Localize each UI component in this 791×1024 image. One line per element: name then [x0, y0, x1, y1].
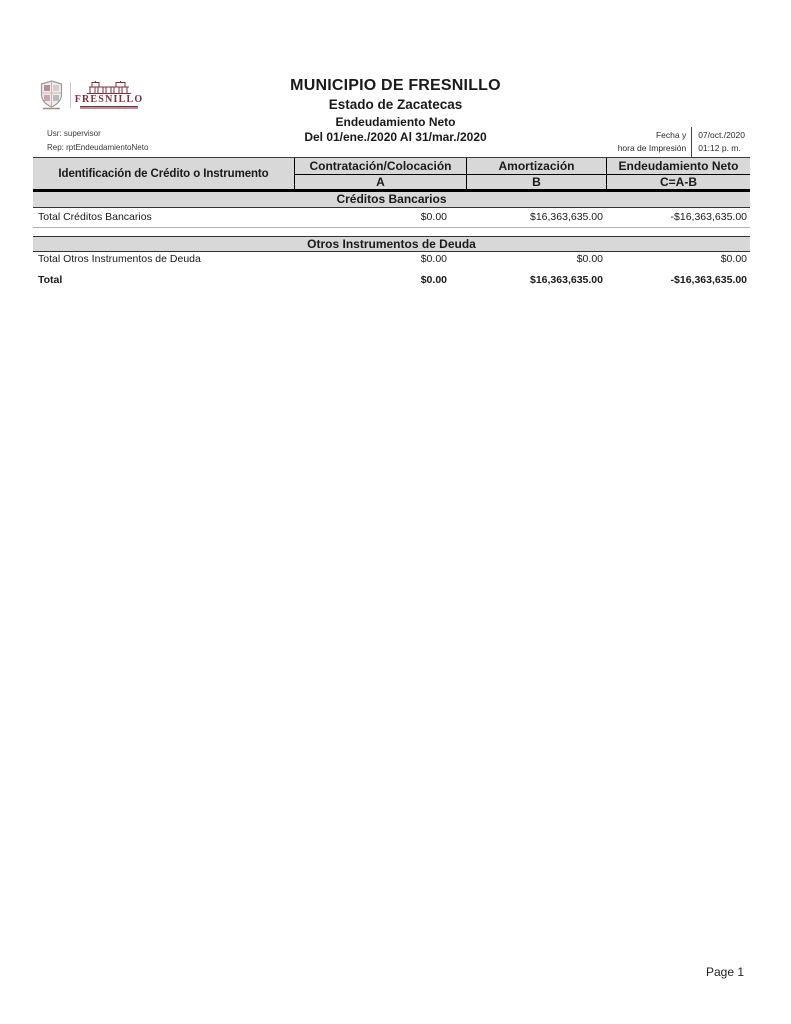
brand-name: FRESNILLO [74, 94, 144, 105]
section-band-otros-instrumentos: Otros Instrumentos de Deuda [33, 236, 750, 252]
table-header [33, 157, 750, 192]
total-amortizacion: $16,363,635.00 [530, 274, 603, 286]
table-row [33, 252, 750, 268]
cell-contratacion: $0.00 [420, 253, 447, 265]
cell-amortizacion: $0.00 [576, 253, 603, 265]
user-report-info [47, 128, 148, 156]
print-label-line2: hora de Impresión [617, 143, 687, 153]
total-label: Total [38, 274, 63, 286]
section-gap [33, 228, 750, 236]
total-endeudamiento: -$16,363,635.00 [670, 274, 747, 286]
col-header-contratacion-sublabel: A [376, 175, 385, 189]
print-label-line1: Fecha y [655, 130, 687, 140]
report-period: Del 01/ene./2020 Al 31/mar./2020 [304, 130, 487, 144]
cell-endeudamiento: -$16,363,635.00 [670, 211, 747, 223]
print-date: 07/oct./2020 [698, 130, 745, 140]
col-header-amortizacion [467, 158, 607, 189]
row-label: Total Otros Instrumentos de Deuda [38, 253, 201, 265]
col-header-contratacion [295, 158, 467, 189]
report-subtitle: Estado de Zacatecas [328, 97, 463, 112]
report-name: Endeudamiento Neto [335, 115, 456, 129]
row-label: Total Créditos Bancarios [38, 211, 152, 223]
col-header-endeudamiento [607, 158, 750, 189]
col-header-amortizacion-sublabel: B [532, 175, 541, 189]
cell-amortizacion: $16,363,635.00 [530, 211, 603, 223]
col-header-contratacion-label: Contratación/Colocación [295, 158, 466, 175]
col-header-amortizacion-label: Amortización [467, 158, 606, 175]
report-id-label: Rep: rptEndeudamientoNeto [47, 143, 149, 152]
print-info [618, 127, 745, 157]
col-header-endeudamiento-label: Endeudamiento Neto [607, 158, 750, 175]
section-band-creditos-bancarios: Créditos Bancarios [33, 192, 750, 208]
col-header-identificacion: Identificación de Crédito o Instrumento [33, 158, 295, 189]
total-contratacion: $0.00 [420, 274, 447, 286]
table-row [33, 208, 750, 228]
print-time: 01:12 p. m. [698, 143, 741, 153]
user-label: Usr: supervisor [47, 129, 101, 138]
grand-total-row [33, 272, 750, 289]
col-header-endeudamiento-sublabel: C=A-B [659, 175, 697, 189]
print-info-label [618, 127, 692, 157]
print-info-values [691, 127, 745, 157]
cell-contratacion: $0.00 [420, 211, 447, 223]
cell-endeudamiento: $0.00 [720, 253, 747, 265]
page-number: Page 1 [706, 965, 745, 979]
report-title: MUNICIPIO DE FRESNILLO [290, 77, 501, 94]
debt-table [33, 157, 750, 289]
